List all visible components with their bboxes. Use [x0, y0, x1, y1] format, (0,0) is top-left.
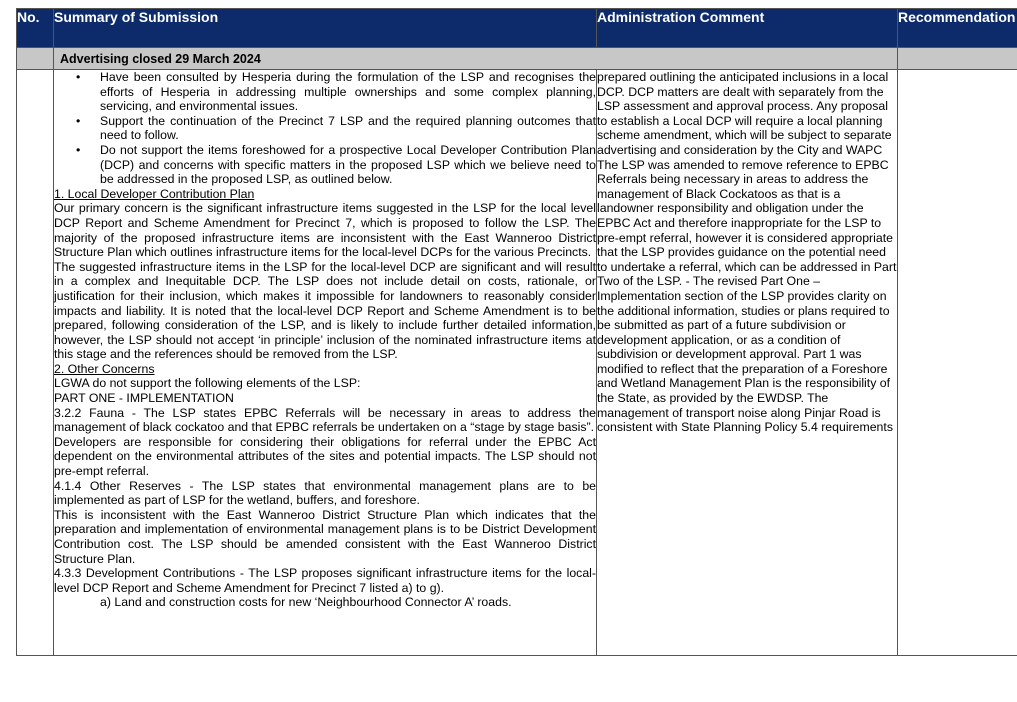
section-no-cell	[17, 48, 54, 70]
summary-paragraph: 3.2.2 Fauna - The LSP states EPBC Referrals will be necessary in areas to address the management of black cockatoo and that EPBC referrals be undertaken on a “stage by stage basis”.	[54, 405, 596, 435]
summary-bullet-text: Do not support the items foreshowed for a prospective Local Developer Contribution Plan (DCP) and concerns with specific matters in the proposed LSP which we believe need to be addressed in the proposed LSP, as outlined below.	[100, 142, 596, 187]
bullet-glyph: •	[76, 113, 81, 128]
bullet-glyph: •	[76, 142, 81, 157]
section-row	[17, 48, 1017, 70]
summary-paragraph: 4.3.3 Development Contributions - The LSP proposes significant infrastructure items for the local-level DCP Report and Scheme Amendment for Precinct 7 listed a) to g).	[54, 566, 596, 595]
summary-paragraph: This is inconsistent with the East Wanneroo District Structure Plan which indicates that the preparation and implementation of environmental management plans is to be District Development Contribution cost. The LSP should be amended consistent with the East Wanneroo District Structure Plan.	[54, 507, 596, 566]
heading-other-concerns: 2. Other Concerns	[54, 361, 155, 376]
summary-bullet	[76, 70, 596, 114]
summary-bullet	[76, 142, 596, 187]
summary-bullet-text: Support the continuation of the Precinct 7 LSP and the required planning outcomes that need to follow.	[100, 113, 596, 143]
summary-paragraph: The suggested infrastructure items in the LSP for the local-level DCP are significant and will result in a complex and Inequitable DCP. The LSP does not include detail on costs, rationale, or justification for their inclusion, which makes it impossible for landowners to reasonably consider impacts and liability. It is noted that the local-level DCP Report and Scheme Amendment is to be prepared, following consideration of the LSP, and is likely to include further detailed information, however, the LSP should not accept ‘in principle’ inclusion of the nominated infrastructure items at this stage and the references should be removed from the LSP.	[54, 259, 596, 362]
admin-comment-text: prepared outlining the anticipated inclusions in a local DCP. DCP matters are dealt with separately from the LSP assessment and approval process. Any proposal to establish a Local DCP will require a local planning scheme amendment, which will be subject to separate advertising and consideration by the City and WAPC The LSP was amended to remove reference to EPBC Referrals being necessary in areas to address the management of Black Cockatoos as that is a landowner responsibility and obligation under the EPBC Act and therefore inappropriate for the LSP to pre-empt referral, however it is considered appropriate that the LSP provides guidance on the potential need to undertake a referral, which can be addressed in Part Two of the LSP. - The revised Part One – Implementation section of the LSP provides clarity on the additional information, studies or plans required to be submitted as part of a future subdivision or development application, or as a condition of subdivision or development approval. Part 1 was modified to reflect that the preparation of a Foreshore and Wetland Management Plan is the responsibility of the State, as provided by the EWDSP. The management of transport noise along Pinjar Road is consistent with State Planning Policy 5.4 requirements	[597, 70, 897, 435]
summary-bullet	[76, 113, 596, 143]
section-label: Advertising closed 29 March 2024	[54, 48, 898, 70]
header-admin-comment: Administration Comment	[597, 9, 898, 48]
recommendation-cell	[898, 70, 1017, 656]
admin-comment-cell	[597, 70, 898, 656]
summary-paragraph: PART ONE - IMPLEMENTATION	[54, 391, 234, 406]
summary-bullet-text: Have been consulted by Hesperia during the formulation of the LSP and recognises the efforts of Hesperia in addressing multiple ownerships and some complex planning, servicing, and environmental issues.	[100, 70, 596, 114]
header-recommendation: Recommendation	[898, 9, 1017, 48]
summary-bullet-list	[54, 70, 596, 187]
summary-paragraph: 4.1.4 Other Reserves - The LSP states that environmental management plans are to be implemented as part of LSP for the wetland, buffers, and foreshore.	[54, 478, 596, 508]
header-summary: Summary of Submission	[54, 9, 597, 48]
submission-row	[17, 70, 1017, 656]
summary-paragraph: LGWA do not support the following elements of the LSP:	[54, 376, 361, 391]
header-row	[17, 9, 1017, 48]
row-number-cell	[17, 70, 54, 656]
heading-local-dcp: 1. Local Developer Contribution Plan	[54, 186, 255, 201]
summary-cell	[54, 70, 597, 656]
summary-list-item: a) Land and construction costs for new ‘Neighbourhood Connector A’ roads.	[100, 595, 512, 610]
summary-paragraph: Developers are responsible for considering their obligations for referral under the EPBC Act dependent on the environmental attributes of the sites and potential impacts. The LSP should not pre-empt referral.	[54, 434, 596, 479]
header-no: No.	[17, 9, 54, 48]
bullet-glyph: •	[76, 70, 81, 84]
section-rec-cell	[898, 48, 1017, 70]
summary-paragraph: Our primary concern is the significant infrastructure items suggested in the LSP for the local level DCP Report and Scheme Amendment for Precinct 7, which is proposed to follow the LSP. The majority of the proposed infrastructure items are inconsistent with the East Wanneroo District Structure Plan which outlines infrastructure items for the local-level DCPs for the various Precincts.	[54, 201, 596, 260]
submissions-table	[16, 8, 1017, 656]
